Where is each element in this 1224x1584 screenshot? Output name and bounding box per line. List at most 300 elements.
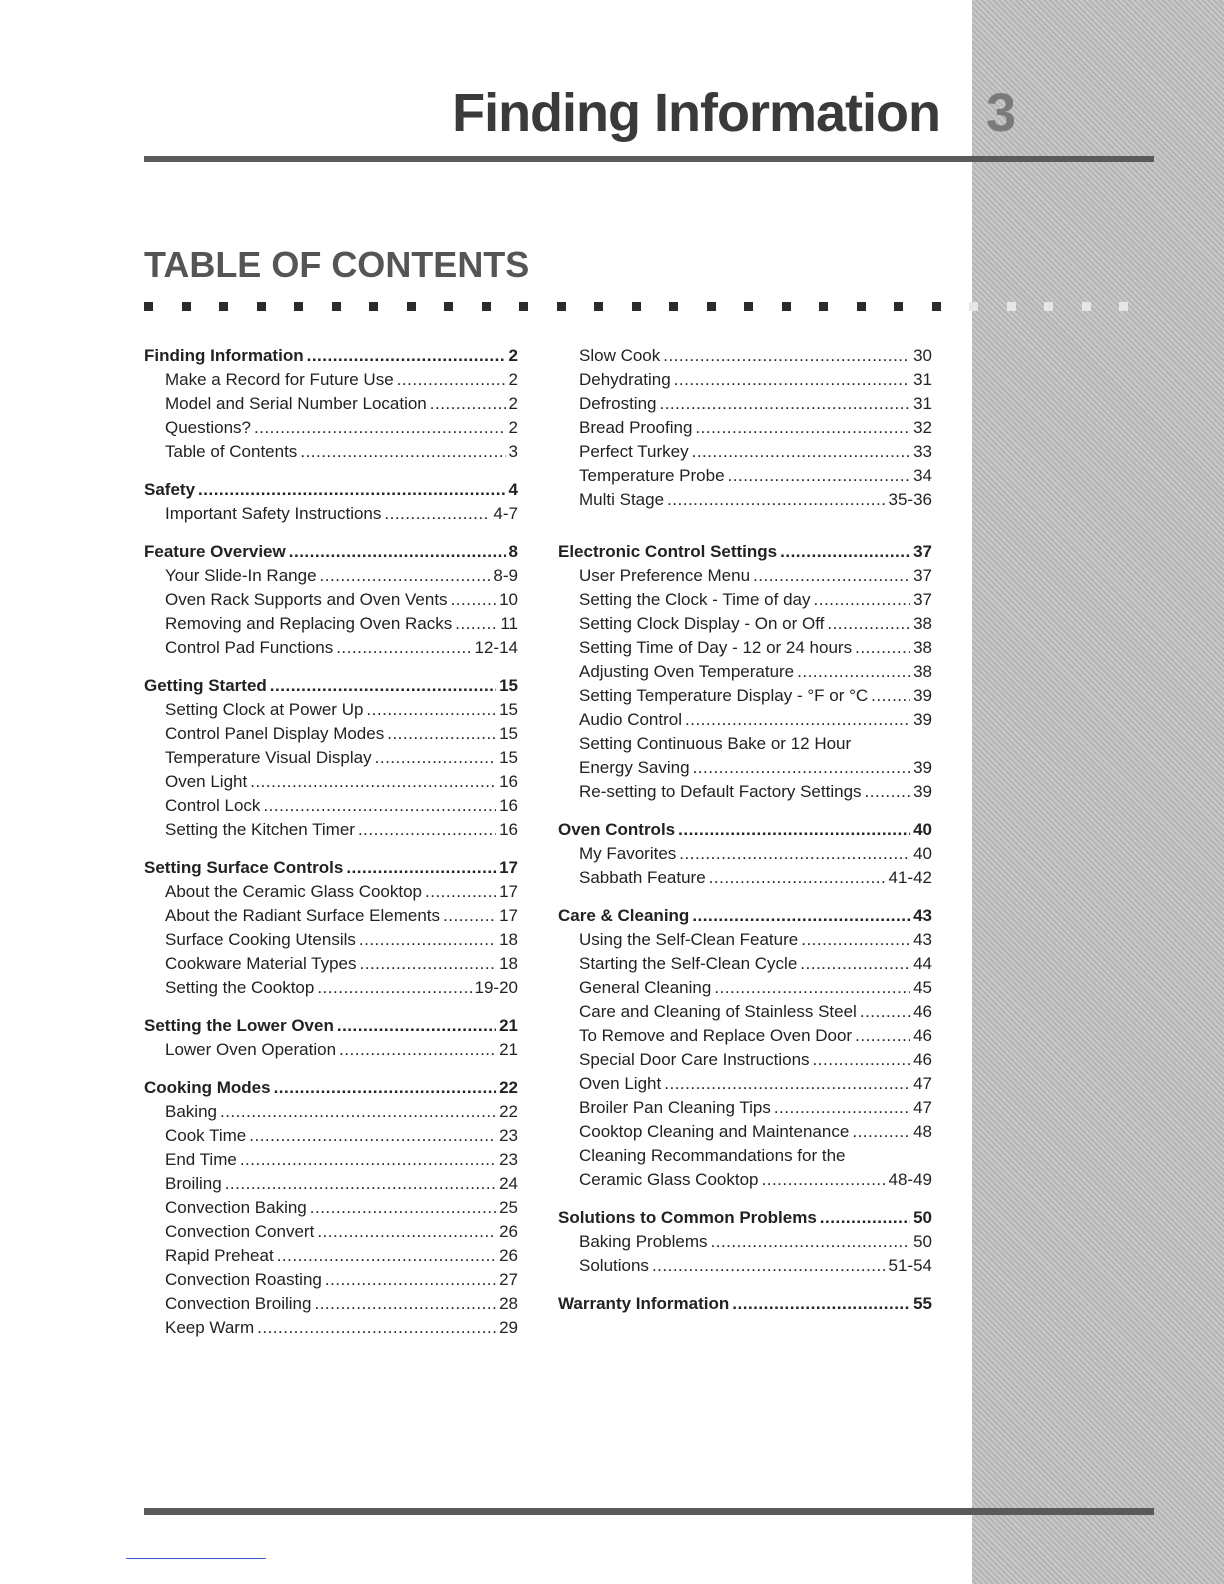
toc-entry[interactable] [558, 464, 932, 488]
toc-entry[interactable] [558, 588, 932, 612]
dot-leader [307, 344, 506, 368]
toc-entry[interactable] [144, 502, 518, 526]
toc-entry[interactable] [144, 1038, 518, 1062]
dot-leader [250, 770, 496, 794]
toc-page-number: 22 [499, 1078, 518, 1097]
toc-entry[interactable] [558, 564, 932, 588]
toc-page-number: 26 [499, 1246, 518, 1265]
dot-leader [667, 488, 885, 512]
toc-entry[interactable] [558, 1096, 932, 1120]
toc-entry-label: Removing and Replacing Oven Racks [165, 614, 453, 633]
toc-entry[interactable] [144, 1196, 518, 1220]
dot-leader [366, 698, 496, 722]
toc-entry-label: Care and Cleaning of Stainless Steel [579, 1002, 857, 1021]
toc-entry-label: Dehydrating [579, 370, 671, 389]
toc-page-number: 34 [913, 466, 932, 485]
toc-entry[interactable] [144, 904, 518, 928]
divider-square [1007, 302, 1016, 311]
divider-square [969, 302, 978, 311]
toc-page-number: 50 [913, 1232, 932, 1251]
divider-square [1082, 302, 1091, 311]
toc-page-number: 15 [499, 748, 518, 767]
toc-entry[interactable] [144, 818, 518, 842]
toc-entry[interactable] [144, 698, 518, 722]
toc-entry-label: Rapid Preheat [165, 1246, 274, 1265]
toc-page-number: 47 [913, 1098, 932, 1117]
toc-entry[interactable] [558, 1000, 932, 1024]
toc-entry-label: Cookware Material Types [165, 954, 357, 973]
toc-entry[interactable] [144, 588, 518, 612]
dot-leader [375, 746, 496, 770]
toc-section-entry[interactable] [144, 856, 518, 880]
toc-page-number: 44 [913, 954, 932, 973]
toc-entry[interactable] [558, 416, 932, 440]
toc-page-number: 40 [913, 820, 932, 839]
toc-page-number: 41-42 [888, 868, 932, 887]
dot-leader [443, 904, 496, 928]
dot-leader [317, 976, 471, 1000]
toc-section-entry[interactable] [144, 344, 518, 368]
divider-square [1119, 302, 1128, 311]
toc-entry[interactable] [558, 1254, 932, 1278]
toc-page-number: 15 [499, 676, 518, 695]
dot-leader [659, 392, 910, 416]
dot-leader [317, 1220, 496, 1244]
dot-leader [336, 636, 471, 660]
dot-leader [679, 842, 910, 866]
toc-entry-label: Convection Roasting [165, 1270, 322, 1289]
toc-page-number: 38 [913, 662, 932, 681]
toc-page-number: 24 [499, 1174, 518, 1193]
toc-section-entry[interactable] [558, 1206, 932, 1230]
toc-spacer [558, 512, 932, 526]
toc-entry[interactable] [144, 636, 518, 660]
dot-leader [852, 1120, 910, 1144]
toc-page-number: 2 [508, 370, 518, 389]
toc-right-column [558, 344, 932, 1316]
toc-page-number: 17 [499, 858, 518, 877]
toc-entry[interactable] [144, 880, 518, 904]
toc-page-number: 43 [913, 930, 932, 949]
toc-page-number: 39 [913, 686, 932, 705]
toc-entry-label: User Preference Menu [579, 566, 751, 585]
toc-page-number: 23 [499, 1150, 518, 1169]
toc-spacer [144, 842, 518, 856]
toc-entry[interactable] [144, 746, 518, 770]
toc-entry-label: Make a Record for Future Use [165, 370, 394, 389]
toc-entry-label: Setting Clock at Power Up [165, 700, 364, 719]
dot-leader [310, 1196, 496, 1220]
toc-entry-label: Convection Baking [165, 1198, 307, 1217]
footer-link-underline [126, 1558, 266, 1559]
toc-entry[interactable] [558, 392, 932, 416]
toc-entry-label: General Cleaning [579, 978, 712, 997]
toc-entry-label: Warranty Information [558, 1294, 730, 1313]
toc-entry[interactable] [558, 636, 932, 660]
toc-entry[interactable] [558, 660, 932, 684]
toc-page-number: 26 [499, 1222, 518, 1241]
dot-leader [774, 1096, 910, 1120]
divider-square [932, 302, 941, 311]
toc-entry-label: Re-setting to Default Factory Settings [579, 782, 862, 801]
top-rule [144, 156, 1154, 162]
toc-entry[interactable] [558, 952, 932, 976]
dot-leader [320, 564, 491, 588]
toc-entry-label: Questions? [165, 418, 251, 437]
divider-square [332, 302, 341, 311]
toc-entry-label: To Remove and Replace Oven Door [579, 1026, 853, 1045]
dot-leader [732, 1292, 910, 1316]
toc-spacer [144, 660, 518, 674]
dot-leader [314, 1292, 496, 1316]
toc-page-number: 18 [499, 954, 518, 973]
toc-entry[interactable] [558, 344, 932, 368]
toc-entry-label: Finding Information [144, 346, 304, 365]
toc-page-number: 48 [913, 1122, 932, 1141]
toc-page-number: 3 [508, 442, 518, 461]
toc-page-number: 40 [913, 844, 932, 863]
dot-leader [709, 866, 886, 890]
toc-entry-label: Cook Time [165, 1126, 247, 1145]
toc-entry[interactable] [144, 1292, 518, 1316]
toc-entry[interactable] [144, 392, 518, 416]
toc-entry[interactable] [558, 756, 932, 780]
dot-leader [865, 780, 911, 804]
toc-page-number: 4-7 [493, 504, 518, 523]
toc-entry[interactable] [558, 1144, 932, 1168]
toc-entry-label: Temperature Visual Display [165, 748, 372, 767]
toc-page-number: 38 [913, 638, 932, 657]
toc-entry-label: Defrosting [579, 394, 657, 413]
toc-entry-label: Perfect Turkey [579, 442, 689, 461]
toc-page-number: 55 [913, 1294, 932, 1313]
toc-page-number: 8 [508, 542, 518, 561]
dot-leader [387, 722, 496, 746]
toc-page-number: 46 [913, 1026, 932, 1045]
toc-page-number: 8-9 [493, 566, 518, 585]
dot-leader [325, 1268, 496, 1292]
toc-entry-label: Control Pad Functions [165, 638, 334, 657]
toc-page-number: 29 [499, 1318, 518, 1337]
divider-square [782, 302, 791, 311]
toc-entry[interactable] [558, 1120, 932, 1144]
divider-square [557, 302, 566, 311]
toc-page-number: 32 [913, 418, 932, 437]
dot-leader [339, 1038, 496, 1062]
toc-page-number: 31 [913, 394, 932, 413]
dot-leader [780, 540, 910, 564]
toc-section-entry[interactable] [558, 904, 932, 928]
toc-entry-label: Lower Oven Operation [165, 1040, 337, 1059]
toc-entry-label: Convection Convert [165, 1222, 315, 1241]
toc-entry[interactable] [144, 952, 518, 976]
toc-entry-label: Oven Light [579, 1074, 662, 1093]
toc-entry-label: Getting Started [144, 676, 267, 695]
toc-entry[interactable] [558, 684, 932, 708]
toc-page-number: 28 [499, 1294, 518, 1313]
dot-leader [674, 368, 910, 392]
toc-entry[interactable] [558, 1048, 932, 1072]
dot-leader [711, 1230, 911, 1254]
toc-entry[interactable] [558, 866, 932, 890]
dot-leader [289, 540, 506, 564]
toc-entry-label: Audio Control [579, 710, 683, 729]
toc-page-number: 10 [499, 590, 518, 609]
toc-spacer [558, 526, 932, 540]
divider-square [857, 302, 866, 311]
toc-page-number: 38 [913, 614, 932, 633]
toc-entry-label: Important Safety Instructions [165, 504, 382, 523]
toc-entry[interactable] [558, 612, 932, 636]
toc-entry[interactable] [144, 1268, 518, 1292]
toc-page-number: 48-49 [888, 1170, 932, 1189]
chapter-number: 3 [986, 83, 1017, 143]
toc-entry[interactable] [144, 1148, 518, 1172]
toc-page-number: 37 [913, 542, 932, 561]
divider-square [144, 302, 153, 311]
divider-square [257, 302, 266, 311]
toc-page-number: 39 [913, 782, 932, 801]
toc-entry-label: Starting the Self-Clean Cycle [579, 954, 798, 973]
dot-leader [300, 440, 505, 464]
toc-page-number: 33 [913, 442, 932, 461]
dot-leader [801, 928, 910, 952]
toc-page-number: 50 [913, 1208, 932, 1227]
divider-square [594, 302, 603, 311]
toc-section-entry[interactable] [144, 1076, 518, 1100]
toc-page-number: 15 [499, 724, 518, 743]
toc-page-number: 51-54 [888, 1256, 932, 1275]
divider-square [482, 302, 491, 311]
divider-square [219, 302, 228, 311]
dot-leader [225, 1172, 496, 1196]
toc-entry[interactable] [144, 976, 518, 1000]
toc-entry-label: Convection Broiling [165, 1294, 312, 1313]
toc-entry-label: Setting the Cooktop [165, 978, 315, 997]
toc-entry-label: Solutions to Common Problems [558, 1208, 817, 1227]
toc-spacer [144, 1000, 518, 1014]
toc-entry-label: Cooking Modes [144, 1078, 271, 1097]
toc-section-entry[interactable] [558, 1292, 932, 1316]
toc-entry-label: Electronic Control Settings [558, 542, 778, 561]
toc-page-number: 39 [913, 710, 932, 729]
divider-square [1044, 302, 1053, 311]
toc-page-number: 46 [913, 1050, 932, 1069]
divider-square [669, 302, 678, 311]
toc-entry[interactable] [144, 1220, 518, 1244]
toc-entry-label: Setting Time of Day - 12 or 24 hours [579, 638, 853, 657]
toc-entry-label: Broiling [165, 1174, 222, 1193]
toc-entry[interactable] [558, 368, 932, 392]
toc-section-entry[interactable] [558, 540, 932, 564]
toc-entry-label: Setting the Lower Oven [144, 1016, 334, 1035]
toc-entry-label: Setting Surface Controls [144, 858, 344, 877]
toc-page-number: 43 [913, 906, 932, 925]
dot-leader [254, 416, 506, 440]
dot-leader [358, 818, 496, 842]
toc-entry-label: Sabbath Feature [579, 868, 706, 887]
toc-entry-label: Control Lock [165, 796, 261, 815]
toc-entry[interactable] [144, 416, 518, 440]
dot-leader [198, 478, 506, 502]
toc-spacer [144, 526, 518, 540]
toc-spacer [144, 1062, 518, 1076]
dot-leader [270, 674, 496, 698]
toc-entry-label: Surface Cooking Utensils [165, 930, 356, 949]
toc-page-number: 30 [913, 346, 932, 365]
toc-page-number: 31 [913, 370, 932, 389]
toc-entry-label: Cleaning Recommandations for the [579, 1146, 846, 1165]
toc-entry[interactable] [144, 770, 518, 794]
toc-entry[interactable] [558, 1024, 932, 1048]
toc-page-number: 25 [499, 1198, 518, 1217]
toc-entry[interactable] [144, 564, 518, 588]
dot-leader [871, 684, 910, 708]
dot-leader [263, 794, 496, 818]
toc-entry-label: Care & Cleaning [558, 906, 690, 925]
toc-page-number: 12-14 [474, 638, 518, 657]
toc-page-number: 37 [913, 590, 932, 609]
toc-entry[interactable] [558, 732, 932, 756]
toc-page-number: 15 [499, 700, 518, 719]
toc-page-number: 16 [499, 796, 518, 815]
toc-entry[interactable] [144, 1172, 518, 1196]
toc-entry-label: Setting Clock Display - On or Off [579, 614, 825, 633]
toc-page-number: 21 [499, 1040, 518, 1059]
divider-square [707, 302, 716, 311]
toc-entry-label: Setting Continuous Bake or 12 Hour [579, 734, 852, 753]
dot-leader [240, 1148, 496, 1172]
toc-entry-label: Baking [165, 1102, 217, 1121]
divider-square [407, 302, 416, 311]
dot-leader [678, 818, 910, 842]
toc-entry[interactable] [144, 1244, 518, 1268]
toc-entry-label: Setting the Clock - Time of day [579, 590, 811, 609]
square-divider [144, 302, 1154, 314]
toc-section-entry[interactable] [144, 540, 518, 564]
divider-square [294, 302, 303, 311]
dot-leader [257, 1316, 496, 1340]
toc-entry[interactable] [144, 928, 518, 952]
toc-entry-label: Oven Light [165, 772, 248, 791]
toc-page-number: 22 [499, 1102, 518, 1121]
dot-leader [800, 952, 910, 976]
toc-entry-label: Energy Saving [579, 758, 690, 777]
dot-leader [337, 1014, 496, 1038]
toc-entry-label: Oven Controls [558, 820, 676, 839]
divider-square [519, 302, 528, 311]
divider-square [369, 302, 378, 311]
toc-entry[interactable] [558, 842, 932, 866]
toc-entry-label: Control Panel Display Modes [165, 724, 385, 743]
dot-leader [360, 952, 497, 976]
toc-page-number: 46 [913, 1002, 932, 1021]
dot-leader [220, 1100, 496, 1124]
dot-leader [249, 1124, 496, 1148]
toc-section-entry[interactable] [558, 818, 932, 842]
bottom-rule [144, 1508, 1154, 1515]
toc-entry-label: Keep Warm [165, 1318, 255, 1337]
toc-entry-label: Setting Temperature Display - °F or °C [579, 686, 869, 705]
dot-leader [813, 1048, 911, 1072]
toc-entry-label: Baking Problems [579, 1232, 708, 1251]
dot-leader [692, 440, 910, 464]
toc-page-number: 47 [913, 1074, 932, 1093]
divider-square [819, 302, 828, 311]
divider-square [182, 302, 191, 311]
toc-spacer [558, 1192, 932, 1206]
toc-entry[interactable] [144, 1124, 518, 1148]
toc-entry[interactable] [558, 1168, 932, 1192]
toc-entry-label: Bread Proofing [579, 418, 693, 437]
dot-leader [451, 588, 497, 612]
dot-leader [430, 392, 506, 416]
toc-entry-label: Feature Overview [144, 542, 286, 561]
toc-entry-label: Temperature Probe [579, 466, 725, 485]
dot-leader [714, 976, 910, 1000]
toc-title: TABLE OF CONTENTS [144, 244, 530, 285]
toc-entry[interactable] [144, 794, 518, 818]
toc-entry[interactable] [558, 928, 932, 952]
dot-leader [855, 636, 910, 660]
toc-page-number: 39 [913, 758, 932, 777]
toc-spacer [558, 804, 932, 818]
toc-entry[interactable] [558, 976, 932, 1000]
toc-entry[interactable] [144, 440, 518, 464]
divider-square [744, 302, 753, 311]
toc-entry-label: Ceramic Glass Cooktop [579, 1170, 759, 1189]
toc-page-number: 21 [499, 1016, 518, 1035]
toc-entry-label: Adjusting Oven Temperature [579, 662, 795, 681]
dot-leader [384, 502, 490, 526]
toc-entry[interactable] [558, 708, 932, 732]
toc-entry[interactable] [558, 488, 932, 512]
dot-leader [663, 344, 910, 368]
dot-leader [695, 416, 910, 440]
toc-entry[interactable] [558, 780, 932, 804]
toc-entry[interactable] [144, 722, 518, 746]
dot-leader [855, 1024, 910, 1048]
toc-entry[interactable] [144, 1316, 518, 1340]
toc-section-entry[interactable] [144, 674, 518, 698]
toc-entry-label: Setting the Kitchen Timer [165, 820, 355, 839]
page-title: Finding Information [452, 83, 940, 143]
toc-entry-label: About the Radiant Surface Elements [165, 906, 440, 925]
toc-entry[interactable] [558, 1230, 932, 1254]
toc-section-entry[interactable] [144, 1014, 518, 1038]
toc-page-number: 17 [499, 882, 518, 901]
toc-entry-label: Using the Self-Clean Feature [579, 930, 799, 949]
toc-page-number: 17 [499, 906, 518, 925]
toc-entry-label: Safety [144, 480, 196, 499]
toc-page-number: 23 [499, 1126, 518, 1145]
toc-page-number: 11 [500, 614, 518, 633]
toc-page-number: 19-20 [474, 978, 518, 997]
toc-entry[interactable] [144, 368, 518, 392]
side-tab-band [972, 0, 1224, 1584]
dot-leader [820, 1206, 910, 1230]
toc-entry-label: Special Door Care Instructions [579, 1050, 810, 1069]
toc-section-entry[interactable] [144, 478, 518, 502]
toc-entry[interactable] [144, 1100, 518, 1124]
toc-entry[interactable] [144, 612, 518, 636]
toc-page-number: 35-36 [888, 490, 932, 509]
toc-entry[interactable] [558, 440, 932, 464]
toc-entry-label: Model and Serial Number Location [165, 394, 427, 413]
toc-entry[interactable] [558, 1072, 932, 1096]
dot-leader [762, 1168, 886, 1192]
dot-leader [359, 928, 496, 952]
